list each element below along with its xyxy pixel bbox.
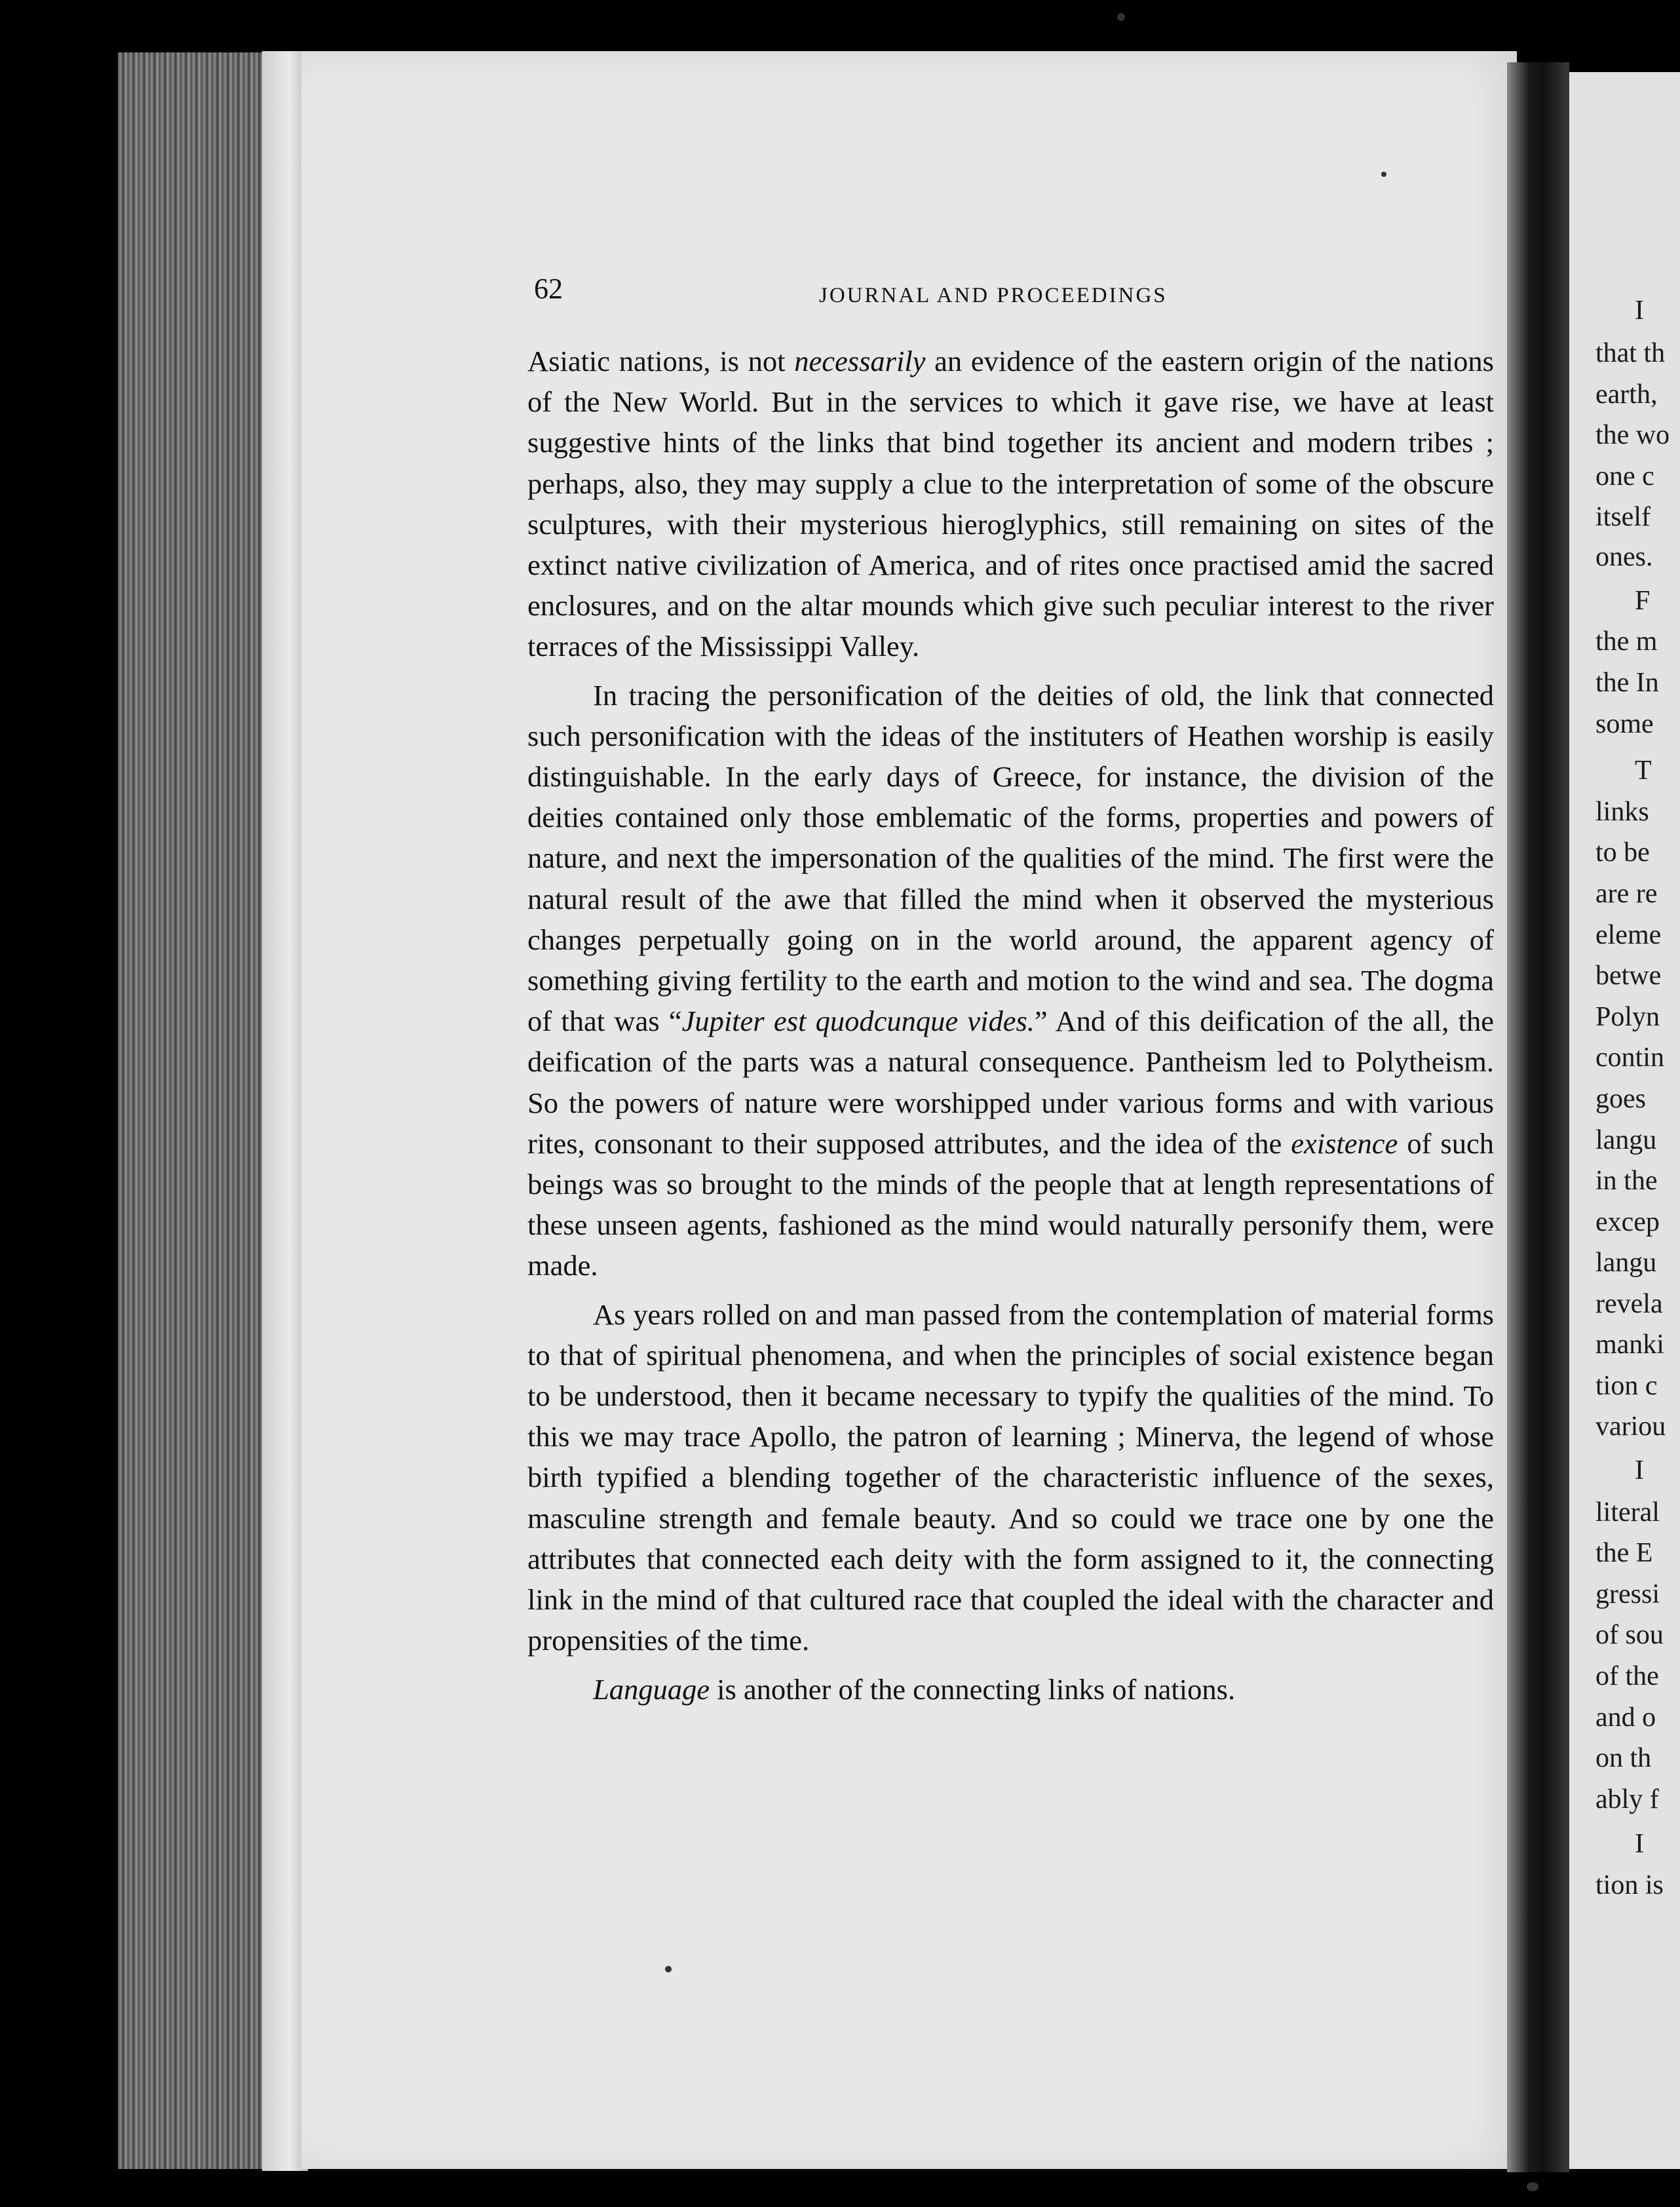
book-gutter-shadow	[1507, 62, 1569, 2172]
facing-page-line: contin	[1595, 1043, 1664, 1073]
facing-page-line: links	[1595, 797, 1649, 827]
body-paragraph	[527, 1669, 1494, 1710]
facing-page-line: are re	[1595, 879, 1658, 909]
page-number: 62	[534, 273, 563, 305]
text-run: of such beings was so brought to the minds of the people that at length representations of these unseen agents, fashioned as the mind would naturally personify them, were made.	[527, 1126, 1495, 1282]
text-run: an evidence of the eastern origin of the nations of the New World. But in the services to which it gave rise, we have at least suggestive hints of the links that bind together its ancient and modern tribes ; perhaps, also, they may supply a clue to the interpretation of some of the obscure sculptures, with their mysterious hieroglyphics, still remaining on sites of the extinct native civilization of America, and of rites once practised amid the sacred enclosures, and on the altar mounds which give such peculiar interest to the river terraces of the Mississippi Valley.	[527, 345, 1494, 663]
facing-page-line: tion c	[1595, 1371, 1658, 1401]
facing-page-line: goes	[1595, 1084, 1646, 1114]
dust-speck	[1527, 2182, 1538, 2191]
facing-page-line: eleme	[1595, 920, 1662, 950]
dust-speck	[1117, 13, 1125, 21]
facing-page-line: ones.	[1595, 542, 1653, 572]
body-paragraph	[527, 675, 1494, 1286]
facing-page-line: tion is	[1595, 1870, 1664, 1900]
facing-page-line: T	[1635, 756, 1652, 786]
facing-page-line: on th	[1595, 1743, 1652, 1773]
facing-page-line: itself	[1595, 502, 1651, 532]
facing-page-line: the E	[1595, 1538, 1653, 1568]
text-run: ” And of this deification of the all, the deification of the parts was a natural consequence. Pantheism led to Polytheism. So the powers of nature were worshipped under various forms and with various rites, consonant to their supposed attributes, and the idea of the	[527, 1005, 1494, 1160]
facing-page-line: gressi	[1595, 1579, 1660, 1609]
facing-page-line: manki	[1595, 1330, 1664, 1360]
text-run: As years rolled on and man passed from the contemplation of material forms to that of spiritual phenomena, and when the principles of social existence began to be understood, then it became necessary to typify the qualities of the mind. To this we may trace Apollo, the patron of learning ; Minerva, the legend of whose birth typified a blending together of the characteristic influence of the sexes, masculine strength and female beauty. And so could we trace one by one the attributes that connected each deity with the form assigned to it, the connecting link in the mind of that cultured race that coupled the ideal with the character and propensities of the time.	[527, 1297, 1494, 1657]
facing-page-line: I	[1635, 296, 1644, 326]
facing-page-line: of sou	[1595, 1620, 1664, 1650]
facing-page-line: some	[1595, 709, 1654, 739]
page-body-text	[527, 341, 1494, 1718]
dust-speck	[1381, 172, 1386, 177]
facing-page-line: the wo	[1595, 420, 1670, 450]
facing-page-line: ably f	[1595, 1784, 1659, 1814]
italic-text: existence	[1291, 1126, 1398, 1160]
facing-page-line: in the	[1595, 1166, 1658, 1196]
facing-page-line: and o	[1595, 1702, 1656, 1733]
facing-page-line: I	[1635, 1829, 1644, 1859]
text-run: Asiatic nations, is not	[527, 345, 795, 377]
body-paragraph	[527, 1294, 1494, 1661]
facing-page-line: earth,	[1595, 379, 1658, 410]
facing-page-line: I	[1635, 1455, 1644, 1486]
italic-text: Jupiter est quodcunque vides.	[681, 1005, 1035, 1038]
facing-page-line: one c	[1595, 461, 1654, 491]
facing-page-line: betwe	[1595, 961, 1662, 991]
facing-page-line: variou	[1595, 1411, 1666, 1442]
italic-text: necessarily	[794, 345, 926, 377]
facing-page-line: literal	[1595, 1497, 1660, 1527]
facing-page-line: of the	[1595, 1661, 1659, 1691]
text-run: In tracing the personification of the deities of old, the link that connected such personification with the ideas of the instituters of Heathen worship is easily distinguishable. In the early days of Greece, for instance, the division of the deities contained only those emblematic of the forms, properties and powers of nature, and next the impersonation of the qualities of the mind. The first were the natural result of the awe that filled the mind when it observed the mysterious changes perpetually going on in the world around, the apparent agency of something giving fertility to the earth and motion to the wind and sea. The dogma of that was “	[527, 678, 1494, 1038]
facing-page-line: the m	[1595, 626, 1658, 657]
italic-text: Language	[593, 1672, 710, 1706]
facing-page-fragment	[1569, 72, 1680, 2169]
dust-speck	[665, 1966, 672, 1972]
facing-page-line: langu	[1595, 1248, 1657, 1278]
body-paragraph	[527, 341, 1494, 667]
facing-page-line: langu	[1595, 1125, 1657, 1155]
running-head-title: JOURNAL AND PROCEEDINGS	[819, 284, 1168, 307]
facing-page-line: revela	[1595, 1289, 1663, 1319]
facing-page-line: the In	[1595, 668, 1659, 698]
facing-page-line: F	[1635, 586, 1651, 616]
text-run: is another of the connecting links of nations.	[710, 1672, 1236, 1706]
facing-page-line: Polyn	[1595, 1002, 1660, 1032]
facing-page-line: that th	[1595, 338, 1666, 368]
facing-page-line: to be	[1595, 837, 1650, 868]
facing-page-line: excep	[1595, 1207, 1660, 1237]
